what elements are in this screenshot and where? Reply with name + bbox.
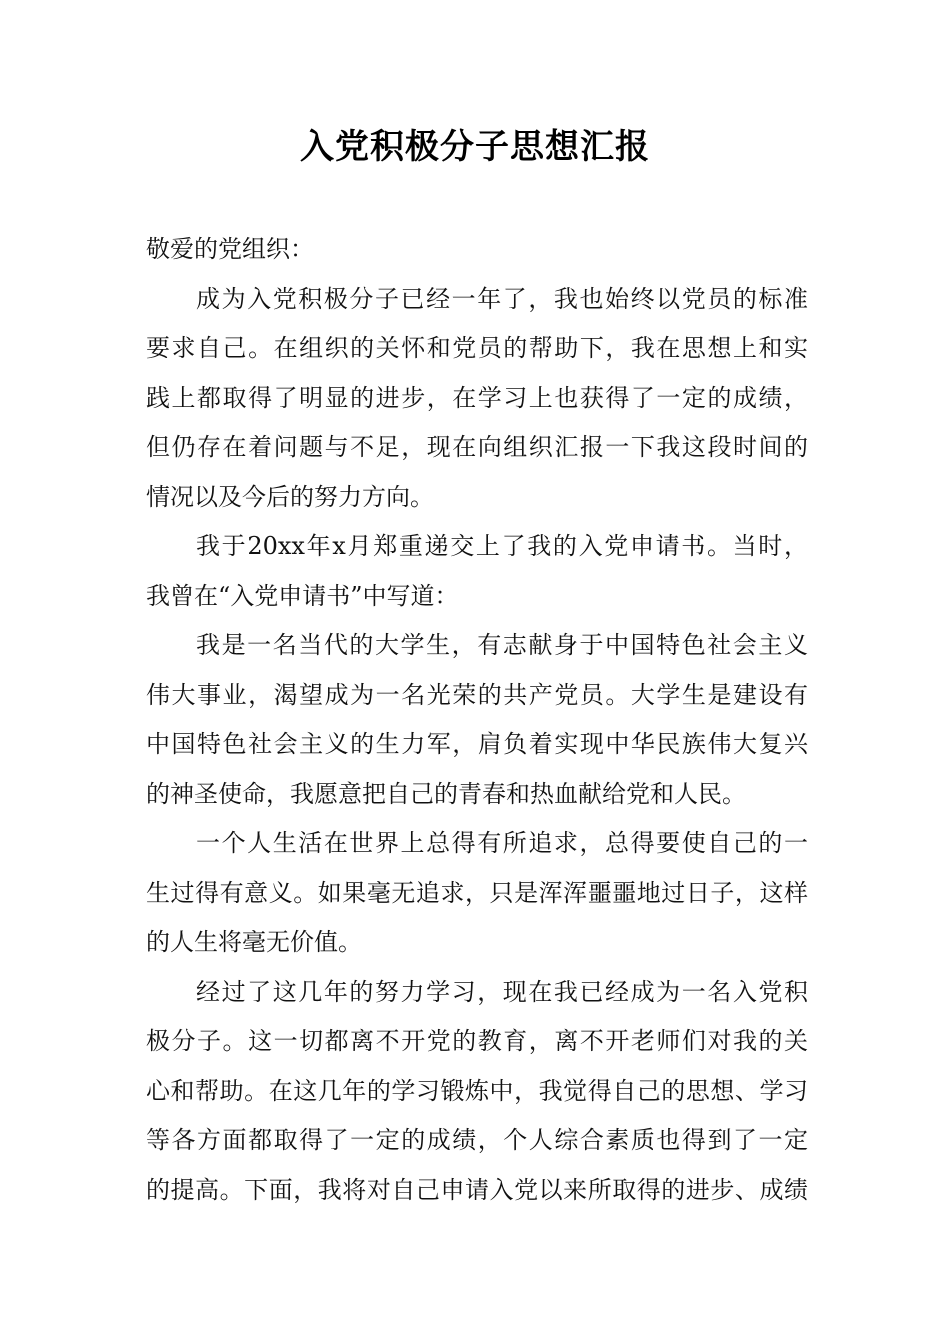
salutation: 敬爱的党组织： <box>146 235 314 263</box>
paragraph-line: 的神圣使命，我愿意把自己的青春和热血献给党和人民。 <box>146 779 746 808</box>
paragraph-line: 生过得有意义。如果毫无追求，只是浑浑噩噩地过日子，这样 <box>146 878 808 907</box>
document-body <box>146 225 808 1215</box>
paragraph-line: 极分子。这一切都离不开党的教育，离不开老师们对我的关 <box>146 1027 808 1055</box>
paragraph-line: 的提高。下面，我将对自己申请入党以来所取得的进步、成绩 <box>146 1175 808 1204</box>
paragraph-line: 但仍存在着问题与不足，现在向组织汇报一下我这段时间的 <box>146 433 808 461</box>
document-title: 入党积极分子思想汇报 <box>300 127 650 167</box>
paragraph-line: 我于20xx年x月郑重递交上了我的入党申请书。当时， <box>196 532 808 560</box>
paragraph-line: 践上都取得了明显的进步，在学习上也获得了一定的成绩， <box>146 383 808 412</box>
paragraph-line: 等各方面都取得了一定的成绩，个人综合素质也得到了一定 <box>146 1126 808 1154</box>
paragraph-line: 经过了这几年的努力学习，现在我已经成为一名入党积 <box>196 977 808 1006</box>
paragraph-line: 我是一名当代的大学生，有志献身于中国特色社会主义 <box>196 631 808 659</box>
paragraph-line: 我曾在“入党申请书”中写道： <box>146 581 459 610</box>
paragraph-line: 的人生将毫无价值。 <box>146 928 362 956</box>
paragraph-line: 中国特色社会主义的生力军，肩负着实现中华民族伟大复兴 <box>146 730 808 758</box>
paragraph-line: 成为入党积极分子已经一年了，我也始终以党员的标准 <box>196 284 808 313</box>
paragraph-line: 要求自己。在组织的关怀和党员的帮助下，我在思想上和实 <box>146 334 808 362</box>
paragraph-line: 情况以及今后的努力方向。 <box>146 482 434 511</box>
paragraph-line: 伟大事业，渴望成为一名光荣的共产党员。大学生是建设有 <box>146 680 808 709</box>
paragraph-line: 心和帮助。在这几年的学习锻炼中，我觉得自己的思想、学习 <box>146 1076 808 1105</box>
paragraph-line: 一个人生活在世界上总得有所追求，总得要使自己的一 <box>196 829 808 857</box>
